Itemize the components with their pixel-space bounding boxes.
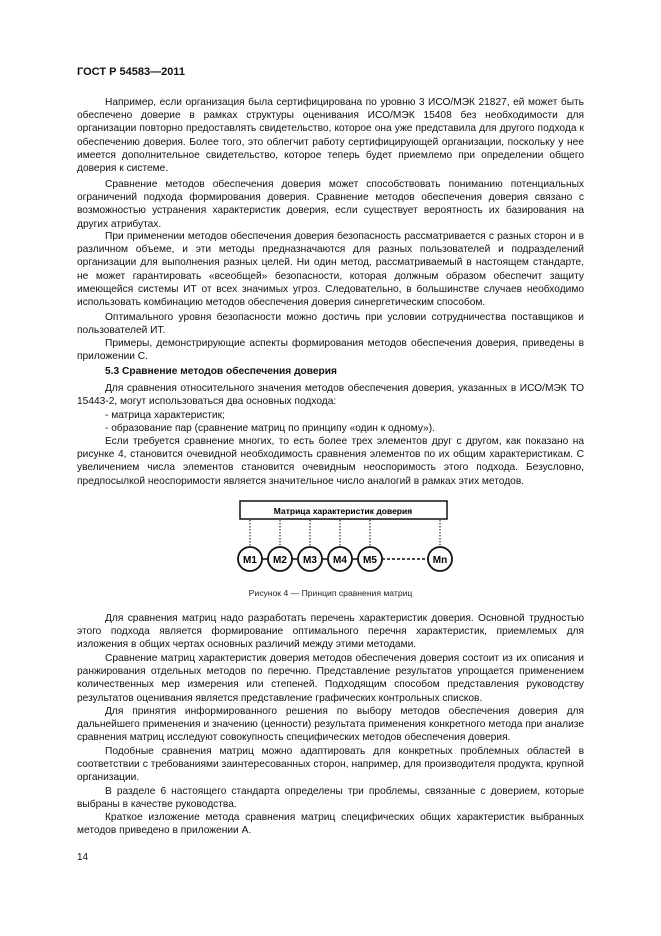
- figure-matrix-comparison: [230, 495, 460, 580]
- node-label: M2: [273, 555, 287, 566]
- paragraph-comparison-limits: Сравнение методов обеспечения доверия может способствовать пониманию потенциальных ограничений подхода формирования доверия. Сравнение методов обеспечения доверия связано с возможностью устранения характеристик доверия, если существует вероятность их базирования на других атрибутах.: [77, 179, 584, 230]
- section-title: 5.3 Сравнение методов обеспечения доверия: [105, 366, 337, 377]
- node-label: M5: [363, 555, 377, 566]
- node-label: M4: [333, 555, 347, 566]
- paragraph-many-elements: Если требуется сравнение многих, то есть более трех элементов друг с другом, как показано на рисунке 4, становится очевидной необходимость сравнения элементов по их общим характеристикам. С увеличением числа элементов становится очевидным неоспоримость этого подхода. Безусловно, предпосылкой неоспоримости является значительное число аналогий в рамках этих методов.: [77, 436, 584, 487]
- list-item: - образование пар (сравнение матриц по принципу «один к одному»).: [105, 423, 435, 434]
- paragraph-summary-appendix: Краткое изложение метода сравнения матриц специфических общих характеристик выбранных методов приведено в приложении А.: [77, 812, 584, 837]
- paragraph-matrix-ranking: Сравнение матриц характеристик доверия методов обеспечения доверия состоит из их описания и ранжирования отдельных методов по перечню. Представление результатов упрощается применением количественных мер измерения или степеней. Подходящим способом представления руководству результатов оценивания является представление графических контрольных списков.: [77, 653, 584, 704]
- paragraph-methods-application: При применении методов обеспечения доверия безопасность рассматривается с разных сторон и в различном объеме, и эти методы предназначаются для разных пользователей и подразделений организации для выполнения разных целей. Ни один метод, рассматриваемый в настоящем стандарте, не может гарантировать «всеобщей» безопасности, которая должным образом обеспечит защиту имеющейся системы ИТ от всех значимых угроз. Следовательно, в большинстве случаев необходимо использовать комбинацию методов обеспечения доверия синергетическим способом.: [77, 231, 584, 309]
- page-number: 14: [77, 852, 89, 863]
- section-intro: Для сравнения относительного значения методов обеспечения доверия, указанных в ИСО/МЭК ТО 15443-2, могут использоваться два основных подхода:: [77, 383, 584, 408]
- paragraph-example-certification: Например, если организация была сертифицирована по уровню 3 ИСО/МЭК 21827, ей может быть обеспечено доверие в рамках структуры оценивания ИСО/МЭК 15408 без необходимости для организации повторно предоставлять свидетельство, которое она уже представила для другого подхода к обеспечению доверия. Более того, это облегчит работу сертифицирующей организации, поскольку у нее имеется дополнительное свидетельство, которое теперь будет приемлемо при определении общего доверия к системе.: [77, 97, 584, 175]
- paragraph-examples-appendix: Примеры, демонстрирующие аспекты формирования методов обеспечения доверия, приведены в приложении С.: [77, 338, 584, 363]
- paragraph-optimal-level: Оптимального уровня безопасности можно достичь при условии сотрудничества поставщиков и пользователей ИТ.: [77, 312, 584, 337]
- document-header: ГОСТ Р 54583—2011: [77, 66, 185, 78]
- node-label: M1: [243, 555, 257, 566]
- node-label: M3: [303, 555, 317, 566]
- node-label: Mn: [432, 555, 448, 566]
- paragraph-section6: В разделе 6 настоящего стандарта определены три проблемы, связанные с доверием, которые выбраны в качестве руководства.: [77, 786, 584, 811]
- list-item: - матрица характеристик;: [105, 410, 225, 421]
- figure-caption: Рисунок 4 — Принцип сравнения матриц: [248, 588, 413, 598]
- paragraph-develop-list: Для сравнения матриц надо разработать перечень характеристик доверия. Основной трудностью этого подхода является формирование оптимального перечня характеристик, приемлемых для изложения в общих чертах основных различий между этими методами.: [77, 613, 584, 651]
- paragraph-adaptation: Подобные сравнения матриц можно адаптировать для конкретных проблемных областей в соответствии с требованиями заинтересованных сторон, например, для производителя продукта, крупной организации.: [77, 746, 584, 784]
- matrix-box-label: Матрица характеристик доверия: [273, 506, 413, 516]
- paragraph-informed-decision: Для принятия информированного решения по выбору методов обеспечения доверия для дальнейшего применения и значению (ценности) результата применения конкретного метода при анализе сравнения матриц исследуют совокупность специфических методов обеспечения доверия.: [77, 706, 584, 744]
